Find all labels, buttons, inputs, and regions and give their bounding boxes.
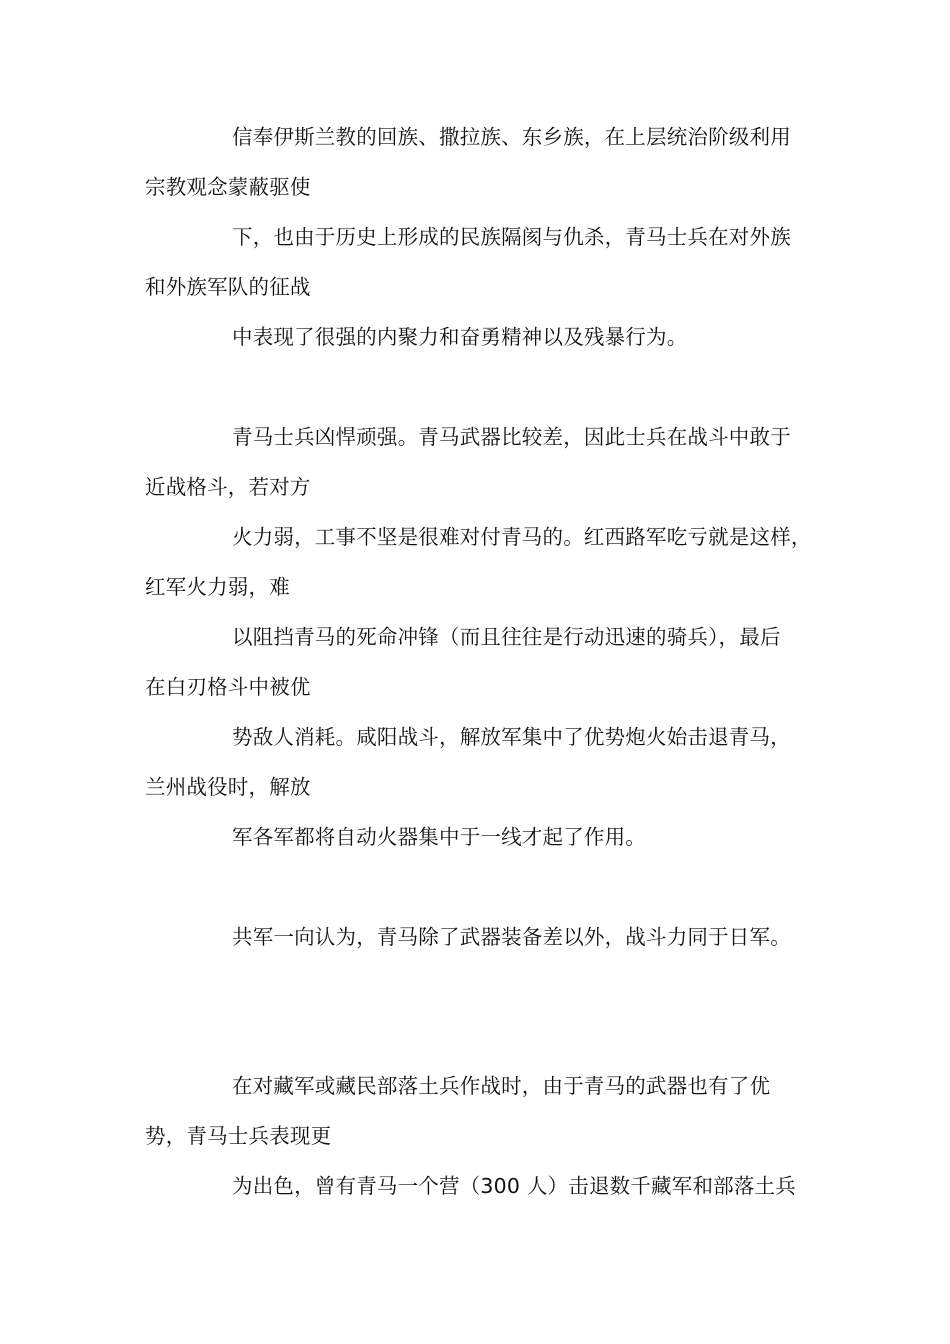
text-line: 火力弱，工事不坚是很难对付青马的。红西路军吃亏就是这样，	[232, 525, 812, 549]
text-line: 红军火力弱，难	[145, 575, 290, 599]
text-line: 宗教观念蒙蔽驱使	[145, 175, 311, 199]
text-line: 兰州战役时，解放	[145, 775, 311, 799]
text-line: 中表现了很强的内聚力和奋勇精神以及残暴行为。	[232, 325, 688, 349]
text-line: 军各军都将自动火器集中于一线才起了作用。	[232, 825, 646, 849]
text-line: 在对藏军或藏民部落土兵作战时，由于青马的武器也有了优	[232, 1074, 771, 1098]
text-line: 下，也由于历史上形成的民族隔阂与仇杀，青马士兵在对外族	[232, 225, 791, 249]
text-line: 在白刃格斗中被优	[145, 675, 311, 699]
text-line: 和外族军队的征战	[145, 275, 311, 299]
text-line: 势，青马士兵表现更	[145, 1124, 332, 1148]
text-line: 为出色，曾有青马一个营（300 人）击退数千藏军和部落土兵	[232, 1174, 796, 1198]
text-line: 近战格斗，若对方	[145, 475, 311, 499]
text-line: 势敌人消耗。咸阳战斗，解放军集中了优势炮火始击退青马，	[232, 725, 791, 749]
text-line: 信奉伊斯兰教的回族、撒拉族、东乡族，在上层统治阶级利用	[232, 125, 791, 149]
text-line: 以阻挡青马的死命冲锋（而且往往是行动迅速的骑兵），最后	[232, 625, 781, 649]
text-line: 青马士兵凶悍顽强。青马武器比较差，因此士兵在战斗中敢于	[232, 425, 791, 449]
text-line: 共军一向认为，青马除了武器装备差以外，战斗力同于日军。	[232, 925, 791, 949]
